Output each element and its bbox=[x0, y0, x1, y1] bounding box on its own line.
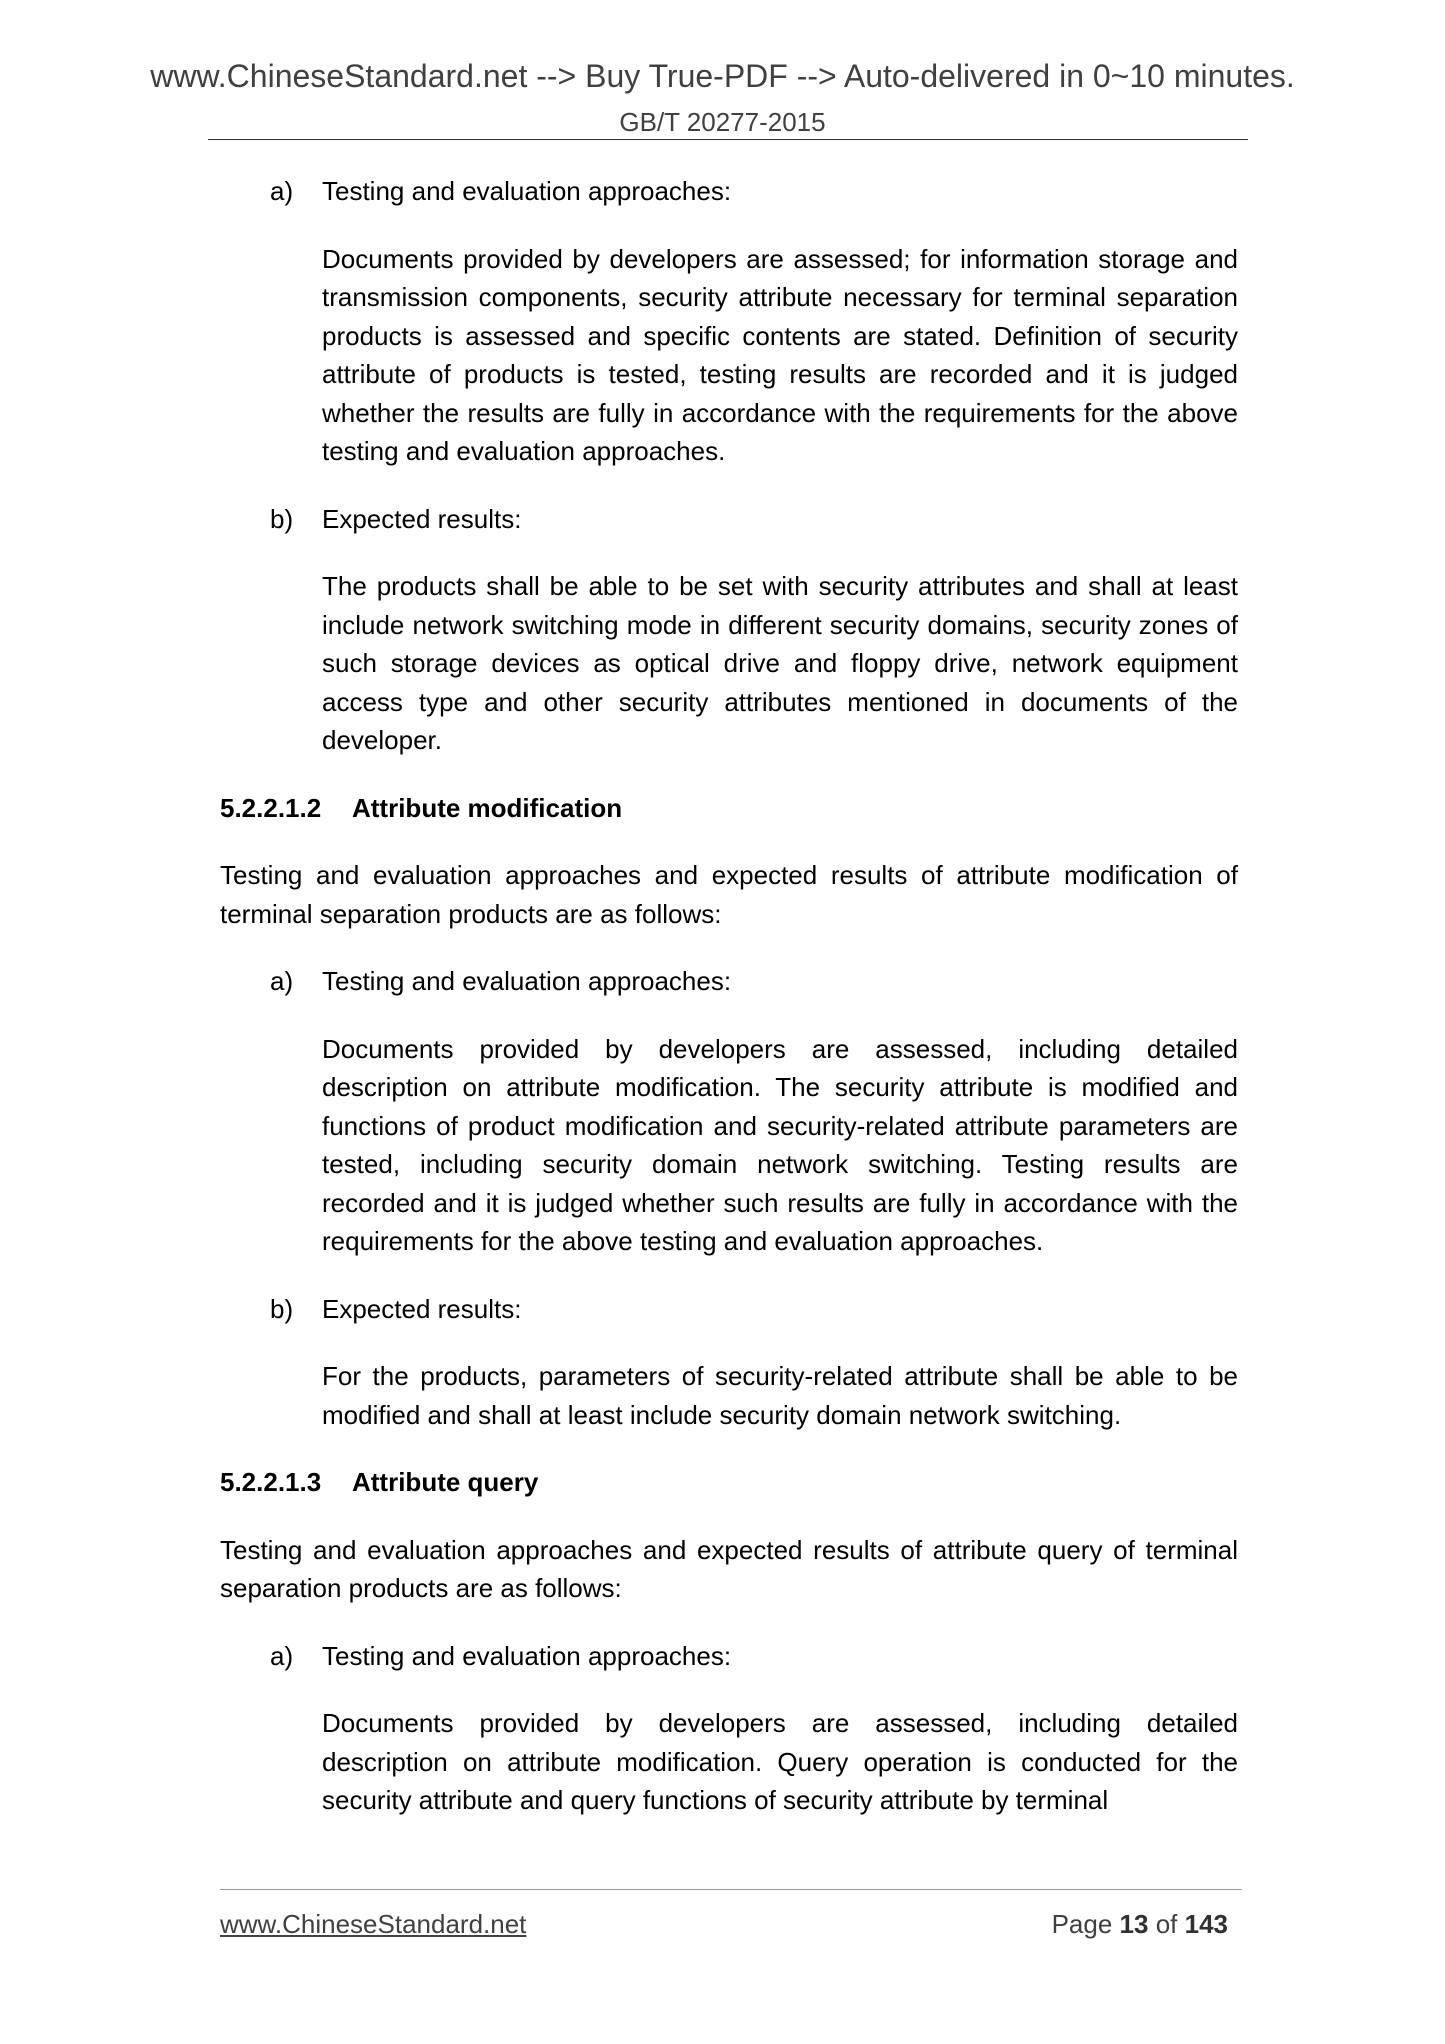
list-title: Testing and evaluation approaches: bbox=[322, 176, 732, 206]
of-word: of bbox=[1155, 1909, 1178, 1939]
section-title: Attribute modification bbox=[352, 792, 623, 823]
list-label: a) bbox=[270, 966, 294, 996]
list-label: b) bbox=[270, 1293, 294, 1324]
section-number: 5.2.2.1.2 bbox=[220, 792, 322, 823]
header-banner: www.ChineseStandard.net --> Buy True-PDF --> Auto-delivered in 0~10 minutes. bbox=[150, 58, 1295, 94]
list-item bbox=[220, 1637, 1238, 1676]
footer-website-link[interactable]: www.ChineseStandard.net bbox=[220, 1909, 527, 1939]
paragraph: Documents provided by developers are assessed; for information storage and transmission components, security attribute necessary for terminal separation products is assessed and specific contents are stated. Definition of security attribute of products is tested, testing results are recorded and it is judged whether the results are fully in accordance with the requirements for the above testing and evaluation approaches. bbox=[322, 243, 1238, 466]
standard-number: GB/T 20277-2015 bbox=[619, 107, 826, 137]
paragraph: The products shall be able to be set with security attributes and shall at least include network switching mode in different security domains, security zones of such storage devices as optical drive and floppy drive, network equipment access type and other security attributes mentioned in documents of the developer. bbox=[322, 571, 1238, 755]
list-title: Testing and evaluation approaches: bbox=[322, 966, 732, 996]
list-title: Expected results: bbox=[322, 1293, 522, 1324]
page-word: Page bbox=[1051, 1909, 1113, 1939]
list-label: b) bbox=[270, 503, 294, 534]
section-number: 5.2.2.1.3 bbox=[220, 1467, 322, 1497]
paragraph: Documents provided by developers are assessed, including detailed description on attribute modification. Query operation is conducted for the security attribute and query functions of security attribute by terminal bbox=[322, 1708, 1238, 1815]
section-title: Attribute query bbox=[352, 1467, 539, 1497]
section-heading bbox=[220, 1463, 1238, 1502]
list-item bbox=[220, 172, 1238, 211]
paragraph: Testing and evaluation approaches and expected results of attribute query of terminal separation products are as follows: bbox=[220, 1534, 1238, 1603]
page-number: 13 bbox=[1119, 1909, 1149, 1939]
list-title: Testing and evaluation approaches: bbox=[322, 1640, 732, 1671]
header-divider bbox=[208, 139, 1248, 140]
list-label: a) bbox=[270, 176, 294, 206]
page-total: 143 bbox=[1184, 1909, 1228, 1939]
list-item bbox=[220, 500, 1238, 539]
document-body bbox=[220, 172, 1238, 1849]
list-title: Expected results: bbox=[322, 503, 522, 534]
footer-divider bbox=[220, 1889, 1242, 1890]
list-label: a) bbox=[270, 1640, 294, 1671]
list-item bbox=[220, 962, 1238, 1001]
paragraph: Testing and evaluation approaches and expected results of attribute modification of terminal separation products are as follows: bbox=[220, 860, 1238, 929]
page-indicator bbox=[1052, 1908, 1228, 1940]
list-item bbox=[220, 1290, 1238, 1329]
paragraph: Documents provided by developers are assessed, including detailed description on attribute modification. The security attribute is modified and functions of product modification and security-related attribute parameters are tested, including security domain network switching. Testing results are recorded and it is judged whether such results are fully in accordance with the requirements for the above testing and evaluation approaches. bbox=[322, 1033, 1238, 1256]
section-heading bbox=[220, 789, 1238, 828]
paragraph: For the products, parameters of security-related attribute shall be able to be modified and shall at least include security domain network switching. bbox=[322, 1361, 1238, 1430]
